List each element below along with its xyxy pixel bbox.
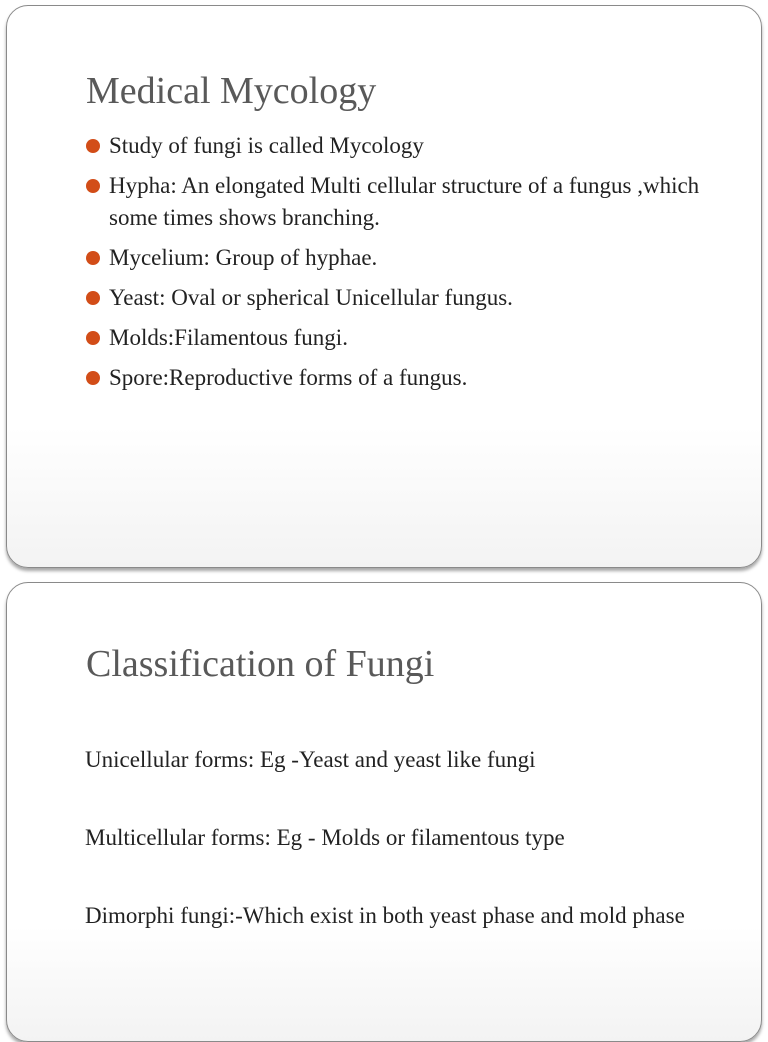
bullet-dot-icon bbox=[86, 371, 100, 385]
bullet-item bbox=[85, 282, 725, 314]
slide-title: Medical Mycology bbox=[86, 70, 377, 112]
bullet-item bbox=[85, 242, 725, 274]
slide-medical-mycology bbox=[6, 5, 762, 568]
bullet-text: Hypha: An elongated Multi cellular structure of a fungus ,which some times shows branching. bbox=[109, 173, 700, 230]
bullet-text: Spore:Reproductive forms of a fungus. bbox=[109, 365, 468, 390]
bullet-text: Yeast: Oval or spherical Unicellular fungus. bbox=[109, 285, 513, 310]
paragraph-unicellular: Unicellular forms: Eg -Yeast and yeast like fungi bbox=[85, 747, 536, 772]
bullet-dot-icon bbox=[86, 179, 100, 193]
paragraph-dimorphic: Dimorphi fungi:-Which exist in both yeast phase and mold phase bbox=[85, 903, 685, 928]
paragraph-multicellular: Multicellular forms: Eg - Molds or filamentous type bbox=[85, 825, 565, 850]
bullet-text: Mycelium: Group of hyphae. bbox=[109, 245, 378, 270]
slide-title: Classification of Fungi bbox=[86, 643, 435, 685]
paragraph-list bbox=[85, 743, 745, 977]
bullet-item bbox=[85, 170, 725, 234]
bullet-dot-icon bbox=[86, 139, 100, 153]
bullet-item bbox=[85, 322, 725, 354]
bullet-dot-icon bbox=[86, 291, 100, 305]
bullet-dot-icon bbox=[86, 251, 100, 265]
bullet-list bbox=[85, 130, 725, 402]
bullet-item bbox=[85, 130, 725, 162]
slide-classification-of-fungi bbox=[6, 582, 762, 1042]
bullet-item bbox=[85, 362, 725, 394]
bullet-text: Molds:Filamentous fungi. bbox=[109, 325, 348, 350]
bullet-dot-icon bbox=[86, 331, 100, 345]
bullet-text: Study of fungi is called Mycology bbox=[109, 133, 424, 158]
